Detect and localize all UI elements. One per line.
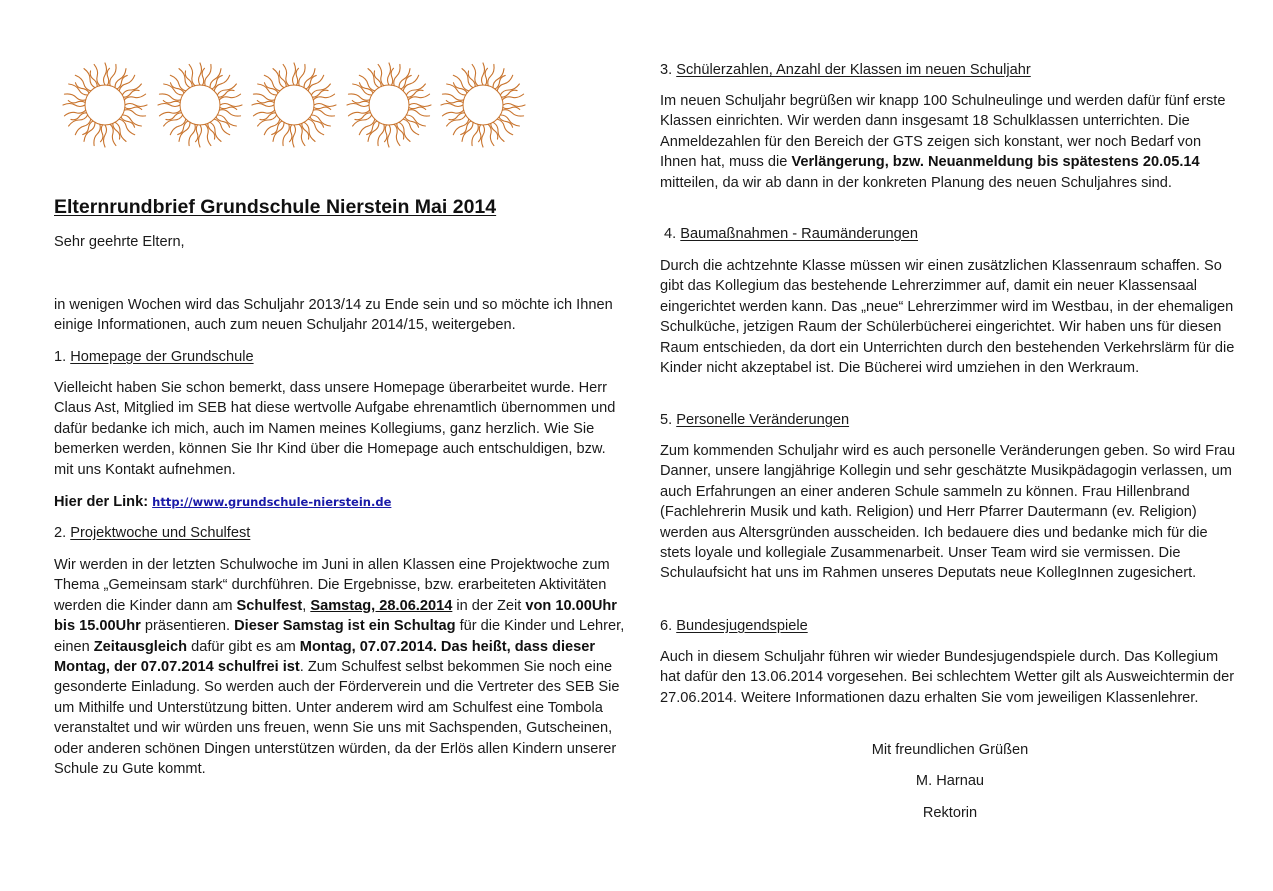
sun-icon bbox=[249, 60, 339, 150]
section-heading-schuelerzahlen: 3. Schülerzahlen, Anzahl der Klassen im neuen Schuljahr bbox=[660, 62, 1031, 78]
section-heading-baumassnahmen: 4. Baumaßnahmen - Raumänderungen bbox=[660, 226, 918, 242]
section-body-schuelerzahlen: Im neuen Schuljahr begrüßen wir knapp 100 Schulneulinge und werden dafür fünf erste Klassen einrichten. Wir werden dann insgesamt 18 Schulklassen unterrichten. Die Anmeldezahlen für den Bereich der GTS zeigen sich konstant, wer noch Bedarf von Ihnen hat, muss die Verlängerung, bzw. Neuanmeldung bis spätestens 20.05.14 mitteilen, da wir ab dann in der konkreten Planung des neuen Schuljahres sind. bbox=[660, 93, 1226, 191]
sun-decoration-row bbox=[60, 60, 530, 152]
intro-paragraph: in wenigen Wochen wird das Schuljahr 2013/14 zu Ende sein und so möchte ich Ihnen einige Informationen, auch zum neuen Schuljahr 2014/15, weitergeben. bbox=[54, 297, 613, 334]
homepage-link-line bbox=[54, 492, 629, 512]
page-title: Elternrundbrief Grundschule Nierstein Mai 2014 bbox=[54, 196, 497, 218]
section-body-personelle: Zum kommenden Schuljahr wird es auch personelle Veränderungen geben. So wird Frau Danner, unsere langjährige Kollegin und sehr geschätzte Musikpädagogin verlassen, um auch Erfahrungen an einer anderen Schule sammeln zu können. Frau Hillenbrand (Fachlehrerin Musik und kath. Religion) und Herr Pfarrer Dautermann (ev. Religion) werden aus Altersgründen ausscheiden. Ich bedauere dies und bedanke mich für die stets loyale und kollegiale Zusammenarbeit. Unser Team wird sie vermissen. Die Schulaufsicht hat uns im Rahmen unseres Deputats neue KollegInnen zugesichert. bbox=[660, 443, 1236, 582]
sun-icon bbox=[155, 60, 245, 150]
section-heading-homepage: 1. Homepage der Grundschule bbox=[54, 349, 254, 365]
section-body-bundesjugendspiele: Auch in diesem Schuljahr führen wir wieder Bundesjugendspiele durch. Das Kollegium hat dafür den 13.06.2014 vorgesehen. Bei schlechtem Wetter gilt als Ausweichtermin der 27.06.2014. Weitere Informationen dazu erhalten Sie vom jeweiligen Klassenlehrer. bbox=[660, 649, 1235, 706]
homepage-link[interactable]: http://www.grundschule-nierstein.de bbox=[152, 495, 392, 509]
section-heading-projektwoche: 2. Projektwoche und Schulfest bbox=[54, 525, 251, 541]
sun-icon bbox=[438, 60, 528, 150]
closing-salutation: Mit freundlichen Grüßen bbox=[871, 742, 1029, 758]
greeting: Sehr geehrte Eltern, bbox=[54, 234, 185, 250]
section-body-projektwoche: Wir werden in der letzten Schulwoche im Juni in allen Klassen eine Projektwoche zum Thema „Gemeinsam stark“ durchführen. Die Ergebnisse, bzw. erarbeiteten Aktivitäten werden die Kinder dann am Schulfest, Samstag, 28.06.2014 in der Zeit von 10.00Uhr bis 15.00Uhr präsentieren. Dieser Samstag ist ein Schultag für die Kinder und Lehrer, einen Zeitausgleich dafür gibt es am Montag, 07.07.2014. Das heißt, dass dieser Montag, der 07.07.2014 schulfrei ist. Zum Schulfest selbst bekommen Sie noch eine gesonderte Einladung. So werden auch der Förderverein und die Vertreter des SEB Sie um Mithilfe und Unterstützung bitten. Unter anderem wird am Schulfest eine Tombola veranstaltet und wir würden uns freuen, wenn Sie uns mit Sachspenden, Gutscheinen, oder anderen schönen Dingen unterstützen würden, da der Erlös allen Kindern unserer Schule zu Gute kommt. bbox=[54, 557, 625, 778]
signature-name: M. Harnau bbox=[915, 773, 985, 789]
sun-icon bbox=[60, 60, 150, 150]
section-body-baumassnahmen: Durch die achtzehnte Klasse müssen wir einen zusätzlichen Klassenraum schaffen. So gibt das Kollegium das bestehende Lehrerzimmer auf, damit ein neuer Klassensaal eingerichtet werden kann. Das „neue“ Lehrerzimmer wird im Westbau, in der ehemaligen Schulküche, jetzigen Raum der Schülerbücherei eingerichtet. Wir haben uns für diesen Raum entschieden, da dort ein Unterrichten durch den bestehenden Verkehrslärm für die Kinder nicht akzeptabel ist. Die Bücherei wird umziehen in den Werkraum. bbox=[660, 258, 1235, 377]
sun-icon bbox=[344, 60, 434, 150]
section-body-homepage: Vielleicht haben Sie schon bemerkt, dass unsere Homepage überarbeitet wurde. Herr Claus Ast, Mitglied im SEB hat diese wertvolle Aufgabe ehrenamtlich übernommen und dafür bedanke ich mich, auch im Namen meines Kollegiums, ganz herzlich. Wie Sie bemerken werden, können Sie Ihr Kind über die Homepage auch entschuldigen, bzw. mit uns Kontakt aufnehmen. bbox=[54, 380, 616, 478]
schulfest-date: Samstag, 28.06.2014 bbox=[310, 597, 453, 614]
signature-role: Rektorin bbox=[922, 805, 978, 821]
link-label: Hier der Link: bbox=[54, 494, 149, 510]
section-heading-bundesjugendspiele: 6. Bundesjugendspiele bbox=[660, 618, 808, 634]
section-heading-personelle: 5. Personelle Veränderungen bbox=[660, 412, 850, 428]
